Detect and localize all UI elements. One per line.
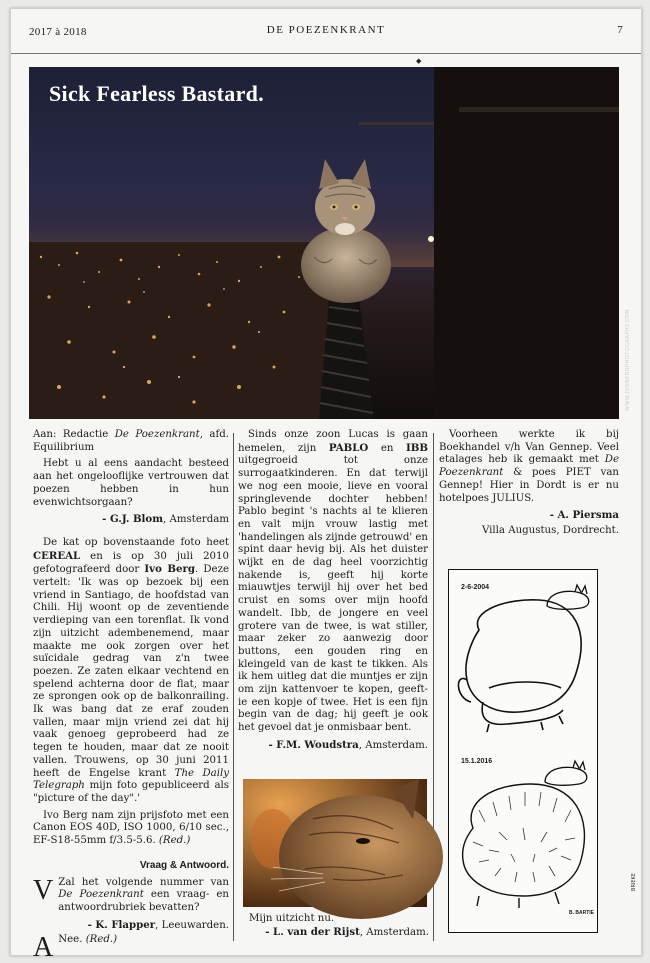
letter-address: Aan: Redactie De Poezenkrant, afd. Equilibrium [33, 429, 229, 453]
drop-cap-a: A [33, 932, 54, 963]
cat-closeup-illustration [243, 779, 427, 907]
signature-blom: - G.J. Blom, Amsterdam [102, 513, 229, 526]
article-body: De kat op bovenstaande foto heet CEREAL en is op 30 juli 2010 gefotografeerd door Ivo Berg. Deze vertelt: 'Ik was op bezoek bij een vriend in Santiago, de hoofdstad van Chili. Hij woont op de zeventiende verdieping van een torenflat. Ik vond zijn uitzicht adembenemend, maar maakte me ook zorgen over het suïcidale gedrag van z'n twee poezen. Ze zaten elkaar vechtend en spelend achterna door de flat, maar ze sprongen ook op de balkonrailing. Ik was bang dat ze eraf zouden vallen, maar mijn vriend zei dat hij vaak genoeg geprobeerd had ze tegen te houden, maar dat ze nooit vallen. Trouwens, op 30 juni 2011 heeft de Engelse krant The Daily Telegraph mijn foto gepubliceerd als "picture of the day".' [33, 536, 229, 804]
qa-answer: A Nee. (Red.) [33, 932, 118, 963]
camera-details: Ivo Berg nam zijn prijsfoto met een Canon EOS 40D, ISO 1000, 6/10 sec., EF-S18-55mm f/3.5-5.6. (Red.) [33, 809, 229, 847]
signature-place: Villa Augustus, Dordrecht. [481, 524, 619, 536]
letter-woudstra: Sinds onze zoon Lucas is gaan hemelen, zijn PABLO en IBB uitgegroeid tot onze surrogaatkinderen. En dat terwijl we nog een mooie, lieve en vooral springlevende dochter hebben! Pablo begint 's nachts al te klieren en valt mijn vrouw lastig met 'handelingen als zijnde getrouwd' en spint daar hevig bij. Als het duister wijkt en de dag heel voorzichtig nakende is, geeft hij korte miauwtjes terwijl hij over het bed cruist en soms over mijn hoofd wandelt. Ibb, de jongere en veel grotere van de twee, is wat stiller, maar zeker zo aanwezig door buttons, een gouden ring en kleingeld van de kast te tikken. Als ik hem uitleg dat die muntjes er zijn om zijn kattenvoer te kopen, geeft-ie een kopje of twee. Het is een fijn begin van de dag; hij geeft je ook het gevoel dat je onmisbaar bent. [238, 429, 428, 734]
photo-caption [249, 913, 429, 939]
hero-title: Sick Fearless Bastard. [49, 81, 264, 106]
masthead-years: 2017 à 2018 [29, 26, 87, 38]
cartoon-date-1: 2-6-2004 [461, 584, 490, 591]
cat-closeup-photo [243, 779, 427, 907]
column-2 [238, 429, 428, 763]
drop-cap-v: V [33, 874, 54, 906]
hero-photo [29, 67, 632, 419]
cartoon-date-2: 15.1.2016 [461, 758, 493, 765]
column-divider [233, 433, 234, 941]
fold-mark-icon: ◆ [416, 57, 422, 65]
caption-signature-place: , Amsterdam. [359, 926, 429, 938]
letter-question: Hebt u al eens aandacht besteed aan het ongelooflijke vertrouwen dat poezen hebben in hun evenwichtsorgaan? [33, 458, 229, 508]
caption-signature-name: - L. van der Rijst [265, 925, 360, 938]
column-3 [439, 429, 619, 548]
signature-flapper: - K. Flapper, Leeuwarden. [87, 918, 229, 931]
caption-text: Mijn uitzicht nu. [249, 913, 335, 924]
photo-credit: WWW.IVOBERGPHOTOGRAPHY.COM [625, 309, 632, 411]
section-heading-qa: Vraag & Antwoord. [139, 859, 229, 871]
city-night-cat-illustration [29, 67, 619, 419]
masthead [11, 9, 641, 54]
newspaper-page [10, 8, 642, 963]
cartoon-credit: BRIEKE [630, 873, 637, 891]
cartoon-drawing [448, 569, 598, 933]
signature-piersma: - A. Piersma [549, 509, 619, 522]
column-1 [33, 429, 229, 963]
signature-woudstra: - F.M. Woudstra, Amsterdam. [268, 738, 428, 751]
masthead-title: DE POEZENKRANT [266, 24, 386, 36]
armchair-cat-drawing [449, 570, 597, 932]
qa-question: V Zal het volgende nummer van De Poezenkrant een vraag- en antwoordrubriek bevatten? [33, 874, 229, 913]
letter-piersma: Voorheen werkte ik bij Boekhandel v/h Van Gennep. Veel etalages heb ik gemaakt met De Poezenkrant & poes PIET van Gennep! Hier in Dordt is er nu hotelpoes JULIUS. [439, 429, 619, 504]
cartoon-signature: B. BARTIE [569, 910, 594, 916]
page-number: 7 [617, 24, 623, 36]
